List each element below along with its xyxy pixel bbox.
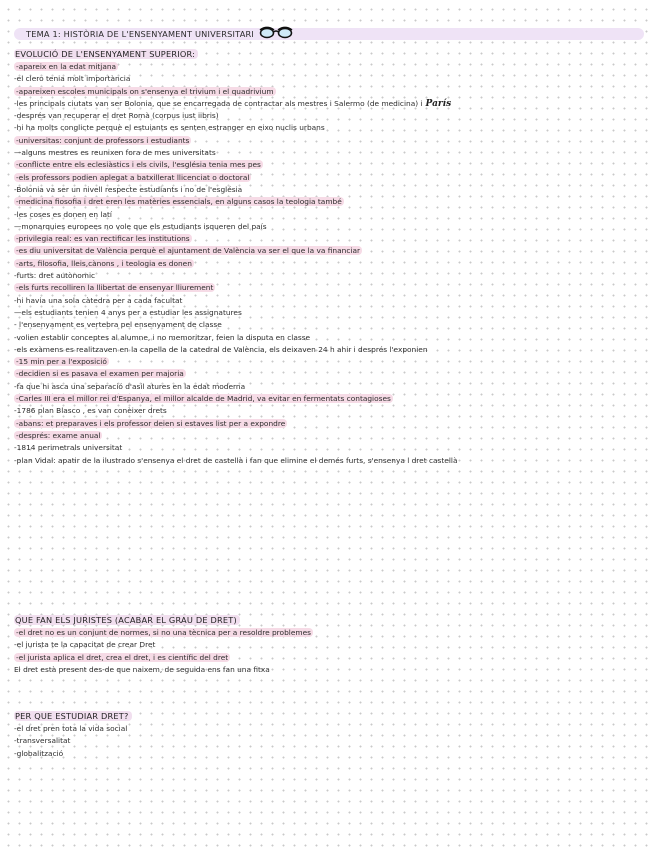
- list-item: -apareixen escoles municipals on s'ensenya el trivium i el quadrivium: [16, 86, 274, 96]
- list-item: -el dret pren tota la vida social: [14, 724, 128, 733]
- list-item: -el jurista te la capacitat de crear Dret: [14, 640, 156, 650]
- section-heading: QUE FAN ELS JURISTES (ACABAR EL GRAU DE DRET): [14, 614, 644, 626]
- list-item: -després: exame anual: [16, 430, 101, 440]
- list-item: El dret està present des-de que naixem, de seguida ens fan una fitxa: [14, 664, 270, 674]
- list-item: -1814 perimetrals universitat: [14, 443, 123, 453]
- list-item: -medicina fiosofia i dret eren les matèries essencials, en alguns casos la teologia també: [16, 197, 342, 207]
- list-item: -Bolonia va ser un nivell respecte estudiants i no de l'església: [14, 184, 243, 194]
- list-item: -decidien si es pasava el examen per majoria: [16, 369, 184, 379]
- list-item: -arts, filosofia, lleis,cànons , i teologia es donen: [16, 258, 192, 268]
- list-item: —monarquies europees no vole que els estudiants isqueren del país: [14, 221, 267, 231]
- list-item: -es diu universitat de València perquè el ajuntament de València va ser el que la va financiar: [16, 246, 361, 256]
- list-item: —els estudiants tenien 4 anys per a estudiar les assignatures: [14, 307, 242, 317]
- list-item: -transversalitat: [14, 736, 71, 746]
- list-item: -globalització: [14, 748, 64, 758]
- section-evolucio: [14, 48, 644, 467]
- list-item: -15 min per a l'exposició: [16, 357, 107, 367]
- list-item: -després van recuperar el dret Romà (corpus iust iibris): [14, 111, 219, 121]
- list-item: —alguns mestres es reunixen fora de mes universitats: [14, 148, 216, 158]
- margin-note: París: [425, 98, 452, 109]
- list-item: -les coses es donen en latí: [14, 209, 112, 219]
- list-item: -fa que hi asca una separació d'asil atures en la edat moderna: [14, 381, 246, 391]
- list-item: - l'ensenyament es vertebra pel ensenyament de classe: [14, 320, 222, 330]
- list-item: -furts: dret autònomic: [14, 271, 96, 281]
- list-item: -els furts recolliren la llibertat de ensenyar lliurement: [16, 283, 214, 293]
- page-title: TEMA 1: HISTÒRIA DE L'ENSENYAMENT UNIVERSITARI: [26, 29, 255, 39]
- list-item: -el jurista aplica el dret, crea el dret, i es científic del dret: [16, 652, 229, 662]
- list-item: -les principals ciutats van ser Bolonia, que se encarregada de contractar als mestres i Salermo (de medicina) i París: [14, 98, 452, 109]
- list-item: -el clero tenia molt importància: [14, 74, 131, 84]
- list-item: -plan Vidal: apatir de la ilustrado s'ensenya el dret de castellà i fan que elimine el demés furts, s'ensenya l dret castellà: [14, 455, 458, 465]
- list-item: -volien establir conceptes al alumne, i no memoritzar, feien la disputa en classe: [14, 332, 311, 342]
- title-bar: [14, 25, 644, 43]
- list-item: -el dret no es un conjunt de normes, si no una tècnica per a resoldre problemes: [16, 628, 311, 637]
- list-item: -apareix en la edat mitjana: [16, 62, 117, 71]
- glasses-icon: [258, 24, 294, 40]
- list-item: -Carles III era el millor rei d'Espanya, el millor alcalde de Madrid, va evitar en fermentats contagioses: [16, 394, 391, 404]
- list-item: -els professors podien aplegat a batxillerat llicenciat o doctoral: [16, 172, 250, 182]
- list-item: -universitas: conjunt de professors i estudiants: [16, 135, 190, 145]
- section-heading: EVOLUCIÓ DE L'ENSENYAMENT SUPERIOR:: [14, 48, 644, 60]
- list-item: -hi havia una sola càtedra per a cada facultat: [14, 295, 183, 305]
- section-per-que: [14, 710, 644, 760]
- list-item: -els exàmens es realitzaven en la capella de la catedral de València, els deixaven 24 h ahir i després l'exponien: [14, 344, 428, 354]
- list-item: -abans: et preparaves i els professor deien si estaves list per a expondre: [16, 418, 286, 428]
- list-item: -hi ha molts conglicte perquè el estuiants es senten estranger en eixo nuclis urbans: [14, 123, 325, 133]
- list-item: -privilegia real: es van rectificar les institutions: [16, 234, 190, 244]
- list-item: -conflicte entre els eclesiàstics i els civils, l'església tenia mes pes: [16, 160, 261, 170]
- section-heading: PER QUE ESTUDIAR DRET?: [14, 710, 644, 722]
- list-item: -1786 plan Blasco , es van conèixer drets: [14, 406, 167, 416]
- section-juristes: [14, 614, 644, 676]
